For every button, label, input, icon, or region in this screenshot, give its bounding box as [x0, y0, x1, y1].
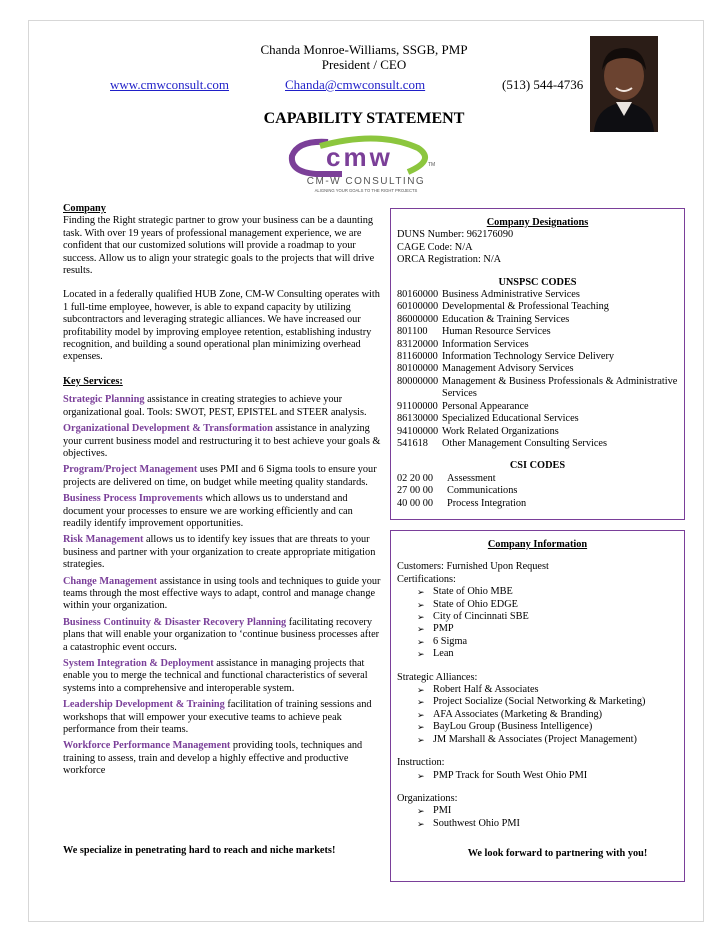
orca-registration: ORCA Registration: N/A	[397, 254, 502, 266]
unspsc-row	[397, 401, 678, 413]
bullet-item	[397, 636, 678, 648]
arrow-bullet-icon: ➢	[417, 697, 425, 708]
bullet-text: PMI	[433, 805, 452, 817]
service-item	[63, 423, 383, 460]
bullet-item	[397, 684, 678, 696]
unspsc-code: 94100000	[397, 425, 439, 437]
arrow-bullet-icon: ➢	[417, 636, 425, 647]
service-item	[63, 699, 383, 736]
service-item	[63, 576, 383, 613]
csi-code: 02 20 00	[397, 472, 434, 484]
unspsc-code: 60100000	[397, 301, 439, 313]
info-heading: Company Information	[487, 539, 588, 550]
unspsc-code: 801100	[397, 326, 428, 338]
csi-description: Communications	[447, 485, 518, 497]
bullet-text: Project Socialize (Social Networking & Marketing)	[433, 696, 646, 708]
service-name: Program/Project Management	[63, 464, 198, 476]
bullet-item	[397, 709, 678, 721]
unspsc-row	[397, 363, 678, 375]
service-description: assistance in managing projects that enable you to merge the technical and functional characteristics of several systems into a comprehensive and interoperable system.	[63, 658, 368, 694]
service-item	[63, 464, 383, 489]
service-name: Strategic Planning	[63, 394, 145, 406]
designations-heading: Company Designations	[486, 217, 589, 228]
instruction-list	[397, 770, 678, 782]
company-logo	[268, 132, 464, 194]
unspsc-row	[397, 413, 678, 425]
unspsc-description: Human Resource Services	[442, 326, 551, 338]
bullet-item	[397, 721, 678, 733]
unspsc-row	[397, 301, 678, 313]
bullet-item	[397, 818, 678, 830]
company-paragraph-1: Finding the Right strategic partner to grow your business can be a daunting task. With over 19 years of professional management experience, we are confident that our customized solutions will provide a roadmap to your success. Allow us to align your strategic goals to the projects that will drive results.	[63, 215, 375, 277]
service-description: assistance in creating strategies to achieve your organizational goal. Tools: SWOT, PEST, EPISTEL and STEER analysis.	[63, 394, 367, 418]
phone-number: (513) 544-4736	[502, 77, 584, 92]
arrow-bullet-icon: ➢	[417, 612, 425, 623]
unspsc-row	[397, 314, 678, 326]
csi-code: 40 00 00	[397, 497, 434, 509]
bullet-text: Robert Half & Associates	[433, 684, 539, 696]
bullet-item	[397, 734, 678, 746]
unspsc-code: 541618	[397, 437, 428, 449]
document-title: CAPABILITY STATEMENT	[263, 110, 465, 127]
unspsc-list	[397, 289, 678, 450]
unspsc-description: Other Management Consulting Services	[442, 437, 608, 449]
organizations-label: Organizations:	[397, 792, 458, 804]
arrow-bullet-icon: ➢	[417, 734, 425, 745]
csi-heading: CSI CODES	[509, 460, 566, 472]
specialize-statement: We specialize in penetrating hard to reach and niche markets!	[63, 845, 336, 856]
organizations-list	[397, 805, 678, 830]
unspsc-description: Management Advisory Services	[442, 363, 574, 375]
certifications-label: Certifications:	[397, 573, 456, 585]
service-description: assistance in analyzing your current business model and restructuring it to best achieve your goals & objectives.	[63, 423, 381, 459]
bullet-item	[397, 586, 678, 598]
unspsc-description: Developmental & Professional Teaching	[442, 301, 609, 313]
bullet-text: Lean	[433, 648, 454, 660]
bullet-text: AFA Associates (Marketing & Branding)	[433, 708, 603, 720]
unspsc-description: Personal Appearance	[442, 400, 529, 412]
services-heading: Key Services:	[63, 375, 123, 387]
service-description: facilitation of training sessions and workshops that will empower your executive teams to achieve peak performance from their teams.	[63, 699, 372, 736]
left-column	[63, 203, 383, 782]
contact-name: Chanda Monroe-Williams, SSGB, PMP	[260, 42, 468, 57]
arrow-bullet-icon: ➢	[417, 806, 425, 817]
arrow-bullet-icon: ➢	[417, 599, 425, 610]
unspsc-row	[397, 376, 678, 401]
service-item	[63, 534, 383, 571]
unspsc-row	[397, 339, 678, 351]
company-paragraph-2: Located in a federally qualified HUB Zone, CM-W Consulting operates with 1 full-time employee, however, is able to expand capacity by utilizing subcontractors and leveraging strategic alliances. We have increased our profitability model by improving employee retention, establishing industry recognition, and building a sound operational plan minimizing overhead expenses.	[63, 289, 380, 363]
unspsc-row	[397, 438, 678, 450]
bullet-text: City of Cincinnati SBE	[433, 611, 529, 623]
service-name: Business Continuity & Disaster Recovery Planning	[63, 616, 287, 628]
bullet-text: Southwest Ohio PMI	[433, 817, 520, 829]
bullet-text: BayLou Group (Business Intelligence)	[433, 721, 593, 733]
service-description: facilitating recovery plans that will enable your organization to ‘continue business processes after a catastrophic event occurs.	[63, 616, 380, 653]
unspsc-code: 91100000	[397, 400, 438, 412]
service-item	[63, 740, 383, 777]
service-item	[63, 394, 383, 419]
csi-row	[397, 473, 678, 485]
unspsc-description: Management & Business Professionals & Administrative Services	[442, 375, 678, 400]
arrow-bullet-icon: ➢	[417, 709, 425, 720]
bullet-text: PMP	[433, 623, 454, 635]
bullet-text: State of Ohio EDGE	[433, 598, 518, 610]
service-name: Organizational Development & Transformation	[63, 423, 273, 435]
alliances-list	[397, 684, 678, 746]
service-name: Leadership Development & Training	[63, 699, 225, 711]
unspsc-description: Business Administrative Services	[442, 289, 580, 301]
email-link[interactable]: Chanda@cmwconsult.com	[285, 77, 426, 92]
unspsc-code: 80100000	[397, 363, 439, 375]
logo-tagline: ALIGNING YOUR GOALS TO THE RIGHT PROJECTS	[314, 188, 418, 193]
service-name: Workforce Performance Management	[63, 740, 231, 752]
bullet-item	[397, 623, 678, 635]
bullet-text: JM Marshall & Associates (Project Management)	[433, 733, 637, 745]
unspsc-row	[397, 426, 678, 438]
company-info-box	[390, 530, 685, 882]
instruction-label: Instruction:	[397, 757, 445, 769]
service-description: uses PMI and 6 Sigma tools to ensure your projects are delivered on time, on budget while meeting quality standards.	[63, 464, 377, 488]
website-link[interactable]: www.cmwconsult.com	[110, 77, 230, 92]
service-description: allows us to identify key issues that are threats to your business and partner with your organization to create appropriate mitigation strategies.	[63, 534, 376, 571]
unspsc-description: Information Services	[442, 338, 529, 350]
unspsc-description: Information Technology Service Delivery	[442, 351, 615, 363]
csi-row	[397, 485, 678, 497]
unspsc-code: 86130000	[397, 413, 439, 425]
bullet-text: 6 Sigma	[433, 635, 468, 647]
logo-tm: TM	[428, 162, 436, 168]
csi-description: Assessment	[447, 472, 496, 484]
logo-letters: cmw	[326, 142, 393, 172]
csi-row	[397, 498, 678, 510]
unspsc-code: 80000000	[397, 375, 439, 387]
service-item	[63, 658, 383, 695]
csi-list	[397, 473, 678, 510]
duns-number: DUNS Number: 962176090	[397, 229, 514, 241]
bullet-item	[397, 696, 678, 708]
bullet-text: State of Ohio MBE	[433, 586, 513, 598]
unspsc-description: Work Related Organizations	[442, 425, 559, 437]
certifications-list	[397, 586, 678, 660]
service-name: Change Management	[63, 575, 158, 587]
unspsc-row	[397, 351, 678, 363]
bullet-item	[397, 770, 678, 782]
bullet-text: PMP Track for South West Ohio PMI	[433, 769, 588, 781]
arrow-bullet-icon: ➢	[417, 770, 425, 781]
service-description: which allows us to understand and document your processes to ensure we are working efficiently and can readily identify improvement opportunities.	[63, 493, 353, 529]
arrow-bullet-icon: ➢	[417, 649, 425, 660]
unspsc-code: 83120000	[397, 338, 439, 350]
cage-code: CAGE Code: N/A	[397, 241, 473, 253]
logo-name: CM-W CONSULTING	[306, 176, 426, 187]
service-name: Business Process Improvements	[63, 493, 203, 505]
bullet-item	[397, 805, 678, 817]
contact-title: President / CEO	[321, 57, 407, 72]
unspsc-description: Specialized Educational Services	[442, 413, 579, 425]
services-list	[63, 394, 383, 777]
bullet-item	[397, 611, 678, 623]
arrow-bullet-icon: ➢	[417, 587, 425, 598]
service-description: assistance in using tools and techniques to guide your teams through the most effective ways to adapt, control and manage change within your organization.	[63, 575, 381, 612]
service-name: Risk Management	[63, 534, 144, 546]
company-heading: Company	[63, 203, 106, 214]
unspsc-code: 86000000	[397, 313, 439, 325]
csi-code: 27 00 00	[397, 485, 434, 497]
alliances-label: Strategic Alliances:	[397, 671, 478, 683]
csi-description: Process Integration	[447, 497, 527, 509]
bullet-item	[397, 599, 678, 611]
arrow-bullet-icon: ➢	[417, 624, 425, 635]
arrow-bullet-icon: ➢	[417, 818, 425, 829]
service-item	[63, 493, 383, 530]
service-name: System Integration & Deployment	[63, 658, 214, 669]
unspsc-description: Education & Training Services	[442, 313, 570, 325]
closing-statement: We look forward to partnering with you!	[467, 848, 648, 860]
arrow-bullet-icon: ➢	[417, 722, 425, 733]
designations-box	[390, 208, 685, 520]
unspsc-row	[397, 326, 678, 338]
customers-line: Customers: Furnished Upon Request	[397, 561, 549, 573]
arrow-bullet-icon: ➢	[417, 685, 425, 696]
unspsc-code: 81160000	[397, 351, 438, 363]
bullet-item	[397, 648, 678, 660]
service-description: providing tools, techniques and training to assess, train and develop a highly effective and productive workforce	[63, 740, 363, 777]
unspsc-row	[397, 289, 678, 301]
service-item	[63, 617, 383, 654]
unspsc-code: 80160000	[397, 289, 439, 301]
unspsc-heading: UNSPSC CODES	[498, 276, 577, 288]
